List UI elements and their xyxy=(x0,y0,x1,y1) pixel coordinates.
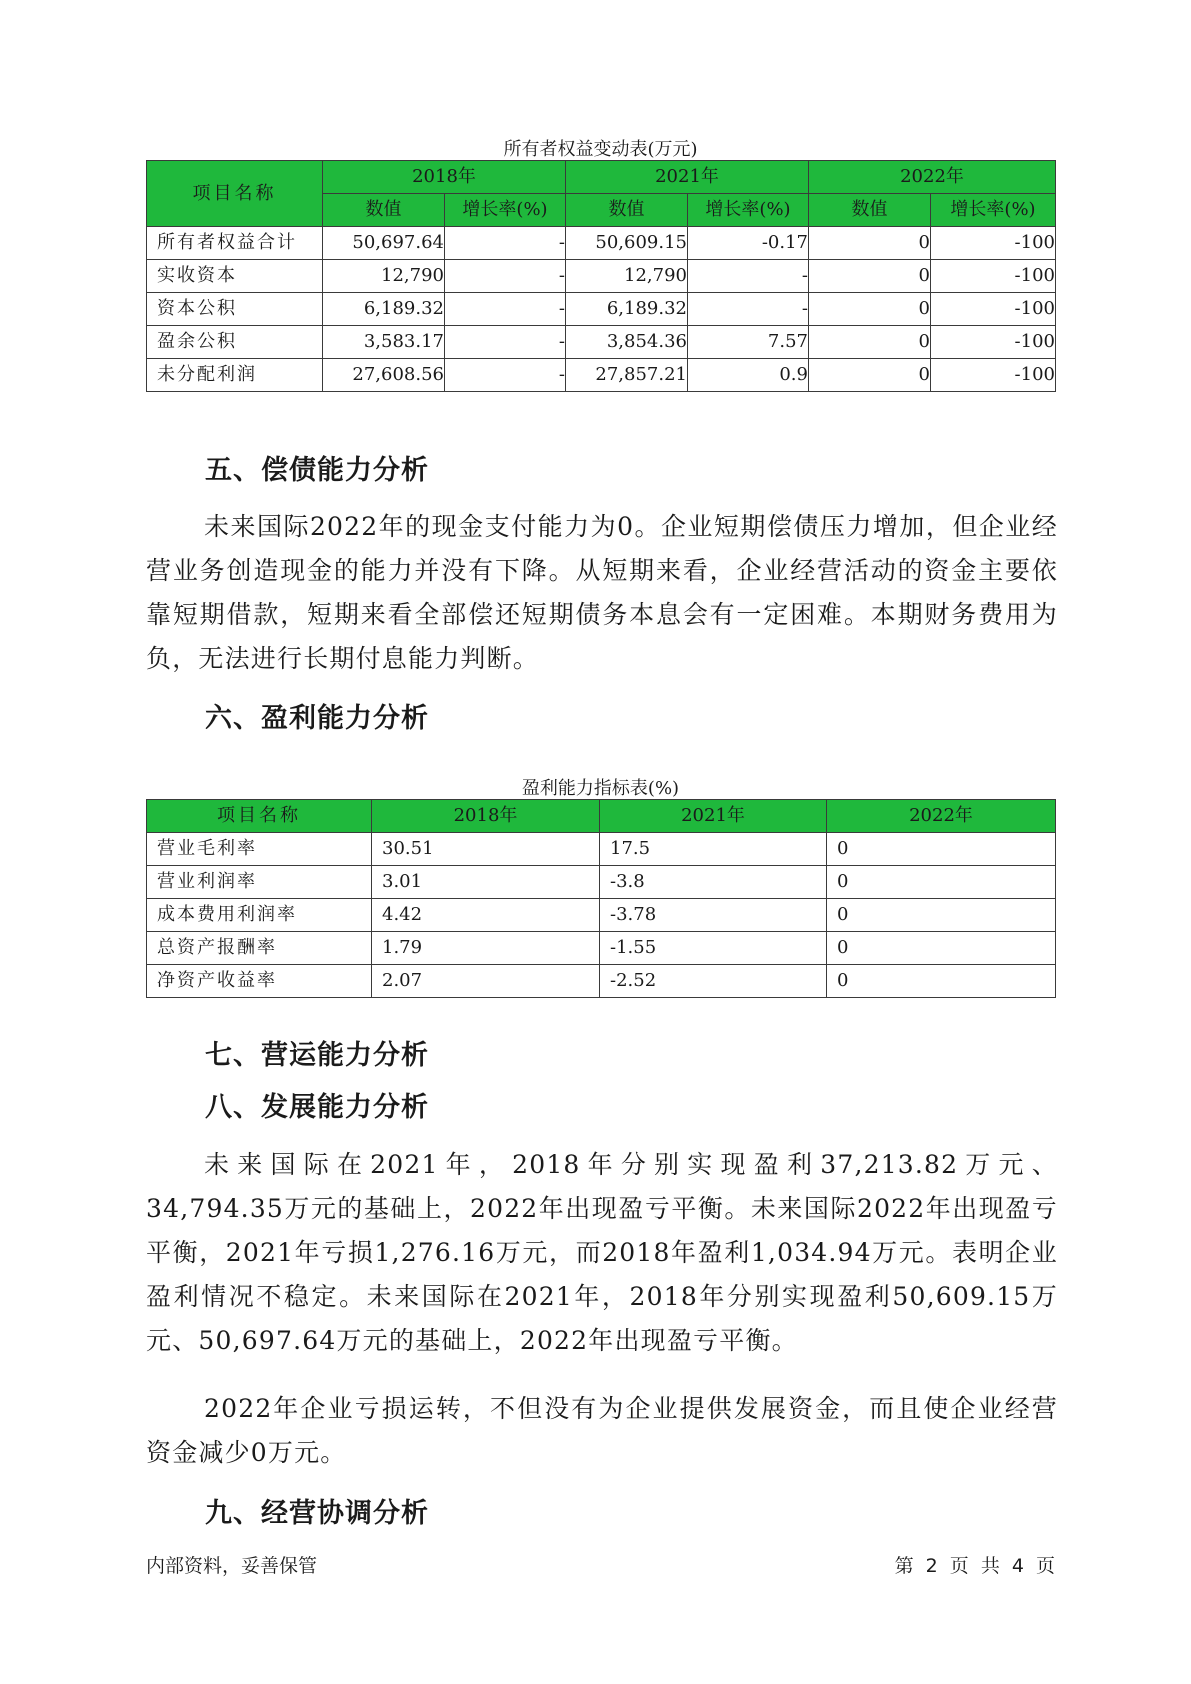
header-item-name: 项目名称 xyxy=(147,800,372,833)
row-label: 资本公积 xyxy=(147,293,323,326)
cell-value: 6,189.32 xyxy=(566,293,688,326)
subheader-value: 数值 xyxy=(809,194,931,227)
cell-value: 0 xyxy=(809,293,931,326)
cell-value: 0 xyxy=(809,326,931,359)
cell-growth: - xyxy=(445,359,566,392)
header-item-name: 项目名称 xyxy=(147,161,323,227)
cell-growth: -100 xyxy=(931,359,1056,392)
table-row xyxy=(147,866,1056,899)
table-row xyxy=(147,326,1056,359)
header-year: 2021年 xyxy=(600,800,827,833)
cell-value: 0 xyxy=(809,227,931,260)
cell-growth: -100 xyxy=(931,326,1056,359)
header-year: 2022年 xyxy=(827,800,1056,833)
row-label: 总资产报酬率 xyxy=(147,932,372,965)
cell-value: 4.42 xyxy=(372,899,600,932)
table-row xyxy=(147,965,1056,998)
solvency-paragraph: 未来国际2022年的现金支付能力为0。企业短期偿债压力增加，但企业经营业务创造现金的能力并没有下降。从短期来看，企业经营活动的资金主要依靠短期借款，短期来看全部偿还短期债务本息会有一定困难。本期财务费用为负，无法进行长期付息能力判断。 xyxy=(146,512,1058,673)
equity-change-table xyxy=(146,160,1056,392)
subheader-growth: 增长率(%) xyxy=(445,194,566,227)
table-row xyxy=(147,293,1056,326)
cell-value: 17.5 xyxy=(600,833,827,866)
section-heading-operations: 七、营运能力分析 xyxy=(205,1040,429,1071)
cell-value: 0 xyxy=(827,965,1056,998)
cell-growth: -100 xyxy=(931,260,1056,293)
cell-growth: - xyxy=(445,293,566,326)
cell-value: 0 xyxy=(827,833,1056,866)
row-label: 营业毛利率 xyxy=(147,833,372,866)
subheader-growth: 增长率(%) xyxy=(931,194,1056,227)
table-header-row xyxy=(147,800,1056,833)
table-row xyxy=(147,833,1056,866)
cell-growth: -100 xyxy=(931,227,1056,260)
cell-growth: -100 xyxy=(931,293,1056,326)
footer-confidential-note: 内部资料，妥善保管 xyxy=(146,1555,318,1577)
subheader-value: 数值 xyxy=(566,194,688,227)
cell-growth: 0.9 xyxy=(688,359,809,392)
row-label: 实收资本 xyxy=(147,260,323,293)
subheader-value: 数值 xyxy=(323,194,445,227)
cell-value: -2.52 xyxy=(600,965,827,998)
cell-value: 0 xyxy=(809,359,931,392)
section-heading-profitability: 六、盈利能力分析 xyxy=(205,703,429,734)
footer-page-number: 第 2 页 共 4 页 xyxy=(894,1555,1055,1577)
cell-value: 0 xyxy=(809,260,931,293)
cell-value: 1.79 xyxy=(372,932,600,965)
header-year: 2022年 xyxy=(809,161,1056,194)
table-row xyxy=(147,227,1056,260)
section-heading-coordination: 九、经营协调分析 xyxy=(205,1498,429,1529)
cell-value: 3,583.17 xyxy=(323,326,445,359)
profitability-table xyxy=(146,799,1056,998)
cell-value: -3.8 xyxy=(600,866,827,899)
cell-value: -3.78 xyxy=(600,899,827,932)
row-label: 未分配利润 xyxy=(147,359,323,392)
cell-value: 0 xyxy=(827,932,1056,965)
table-row xyxy=(147,359,1056,392)
cell-value: 50,609.15 xyxy=(566,227,688,260)
equity-table-caption: 所有者权益变动表(万元) xyxy=(503,139,698,160)
row-label: 营业利润率 xyxy=(147,866,372,899)
development-paragraph-2: 2022年企业亏损运转，不但没有为企业提供发展资金，而且使企业经营资金减少0万元。 xyxy=(146,1394,1058,1467)
cell-value: 0 xyxy=(827,899,1056,932)
row-label: 成本费用利润率 xyxy=(147,899,372,932)
row-label: 净资产收益率 xyxy=(147,965,372,998)
cell-growth: - xyxy=(445,227,566,260)
cell-value: -1.55 xyxy=(600,932,827,965)
cell-growth: -0.17 xyxy=(688,227,809,260)
cell-growth: - xyxy=(688,260,809,293)
table-row xyxy=(147,932,1056,965)
cell-growth: - xyxy=(445,326,566,359)
cell-value: 27,608.56 xyxy=(323,359,445,392)
section-heading-development: 八、发展能力分析 xyxy=(205,1092,429,1123)
cell-value: 3.01 xyxy=(372,866,600,899)
cell-value: 27,857.21 xyxy=(566,359,688,392)
row-label: 盈余公积 xyxy=(147,326,323,359)
cell-value: 0 xyxy=(827,866,1056,899)
development-paragraph-1: 未来国际在2021年，2018年分别实现盈利37,213.82万元、34,794.35万元的基础上，2022年出现盈亏平衡。未来国际2022年出现盈亏平衡，2021年亏损1,276.16万元，而2018年盈利1,034.94万元。表明企业盈利情况不稳定。未来国际在2021年，2018年分别实现盈利50,609.15万元、50,697.64万元的基础上，2022年出现盈亏平衡。 xyxy=(146,1150,1058,1355)
table-row xyxy=(147,899,1056,932)
table-header-row xyxy=(147,161,1056,194)
cell-value: 6,189.32 xyxy=(323,293,445,326)
cell-growth: 7.57 xyxy=(688,326,809,359)
cell-value: 50,697.64 xyxy=(323,227,445,260)
header-year: 2018年 xyxy=(372,800,600,833)
profitability-table-caption: 盈利能力指标表(%) xyxy=(521,778,680,799)
cell-value: 12,790 xyxy=(566,260,688,293)
cell-growth: - xyxy=(688,293,809,326)
header-year: 2021年 xyxy=(566,161,809,194)
cell-value: 12,790 xyxy=(323,260,445,293)
row-label: 所有者权益合计 xyxy=(147,227,323,260)
cell-growth: - xyxy=(445,260,566,293)
table-row xyxy=(147,260,1056,293)
cell-value: 2.07 xyxy=(372,965,600,998)
section-heading-solvency: 五、偿债能力分析 xyxy=(205,455,429,486)
header-year: 2018年 xyxy=(323,161,566,194)
cell-value: 3,854.36 xyxy=(566,326,688,359)
subheader-growth: 增长率(%) xyxy=(688,194,809,227)
cell-value: 30.51 xyxy=(372,833,600,866)
